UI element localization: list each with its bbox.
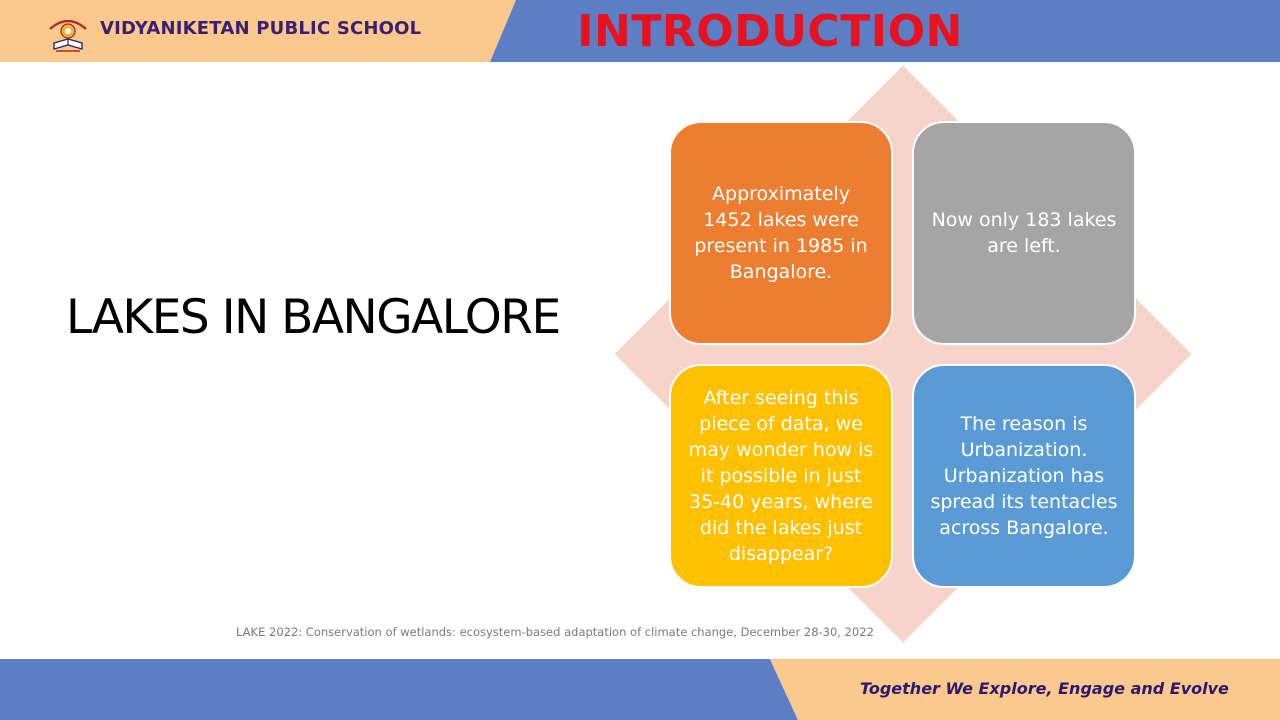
slide-heading: INTRODUCTION bbox=[577, 6, 963, 57]
info-tile-text: Now only 183 lakes are left. bbox=[931, 209, 1117, 257]
info-tile-text: The reason is Urbanization. Urbanization has spread its tentacles across Bangalore. bbox=[930, 413, 1118, 539]
info-tile-text: After seeing this piece of data, we may wonder how is it possible in just 35-40 years, where did the lakes just disappear? bbox=[688, 387, 874, 565]
info-tile-text: Approximately 1452 lakes were present in 1985 in Bangalore. bbox=[694, 183, 868, 283]
school-emblem-icon bbox=[46, 13, 90, 53]
footer-blue-band bbox=[0, 659, 798, 720]
info-tile-reason bbox=[912, 364, 1136, 588]
main-title: LAKES IN BANGALORE bbox=[66, 290, 560, 345]
info-tile-lakes-left bbox=[912, 121, 1136, 345]
info-tile-lakes-1985 bbox=[669, 121, 893, 345]
citation-text: LAKE 2022: Conservation of wetlands: ecosystem-based adaptation of climate change, December 28-30, 2022 bbox=[236, 625, 874, 639]
info-tile-question bbox=[669, 364, 893, 588]
school-name: VIDYANIKETAN PUBLIC SCHOOL bbox=[100, 18, 422, 39]
header-bar bbox=[0, 0, 1280, 62]
footer-bar bbox=[0, 659, 1280, 720]
footer-tagline: Together We Explore, Engage and Evolve bbox=[860, 679, 1229, 698]
